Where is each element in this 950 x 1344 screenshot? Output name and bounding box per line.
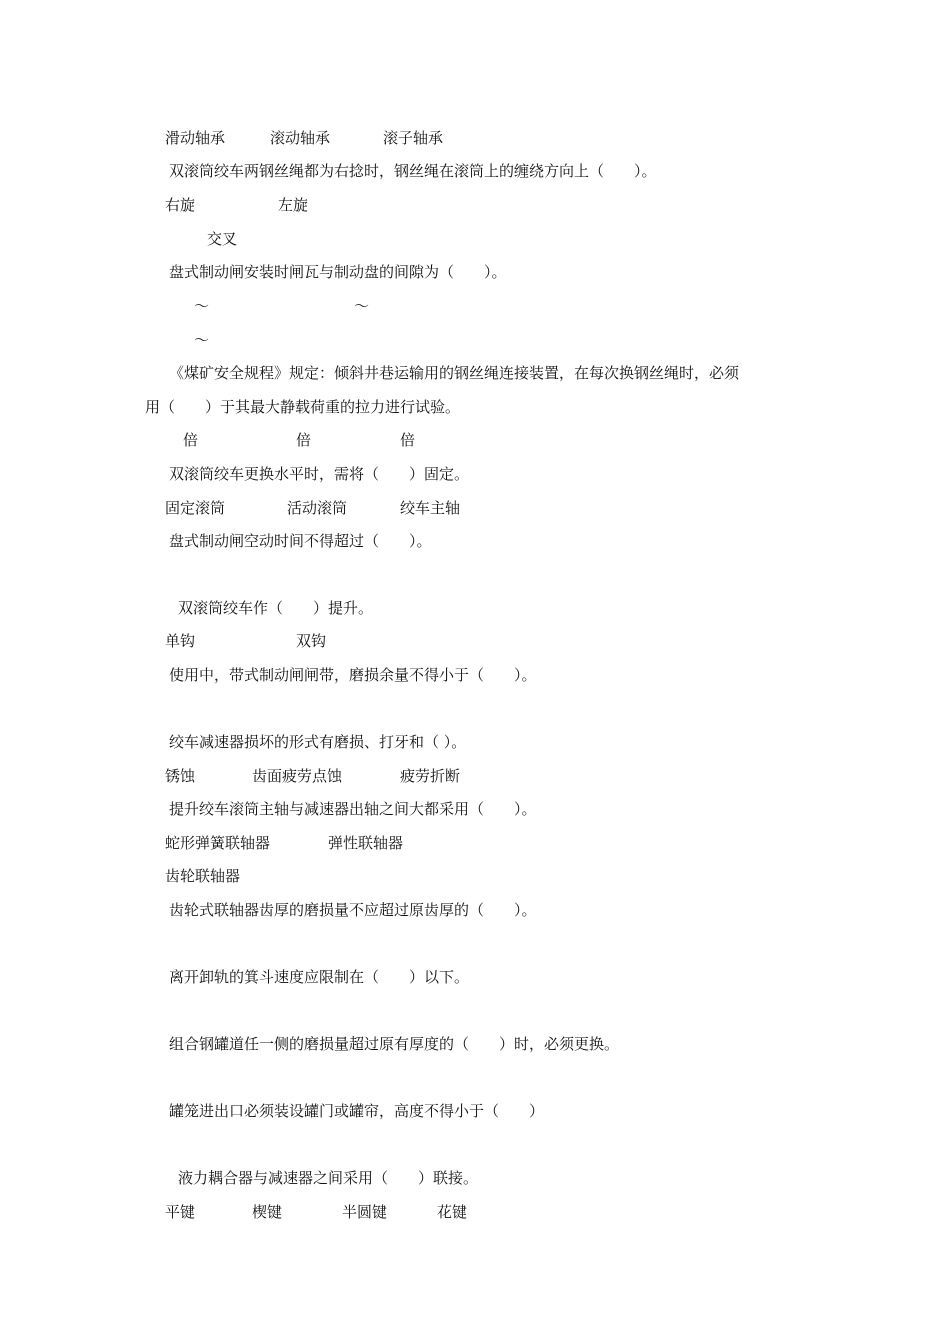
question-text: 双滚筒绞车作（ ）提升。: [178, 599, 374, 617]
option-text: 疲劳折断: [400, 767, 461, 785]
option-text: 滑动轴承: [165, 129, 226, 147]
question-text: 《煤矿安全规程》规定：倾斜井巷运输用的钢丝绳连接装置，在每次换钢丝绳时，必须: [169, 364, 740, 382]
option-text: ～: [194, 331, 210, 349]
question-text: 液力耦合器与减速器之间采用（ ）联接。: [178, 1169, 479, 1187]
option-text: 蛇形弹簧联轴器: [165, 834, 271, 852]
option-text: 平键: [165, 1203, 196, 1221]
option-text: 固定滚筒: [165, 499, 226, 517]
question-text: 绞车减速器损坏的形式有磨损、打牙和（ ）。: [169, 733, 467, 751]
question-text-continued: 用（ ）于其最大静载荷重的拉力进行试验。: [145, 398, 461, 416]
question-text: 齿轮式联轴器齿厚的磨损量不应超过原齿厚的（ ）。: [169, 901, 537, 919]
option-text: ～: [194, 297, 210, 315]
option-text: 楔键: [252, 1203, 283, 1221]
option-text: 齿轮联轴器: [165, 867, 241, 885]
option-text: 活动滚筒: [287, 499, 348, 517]
question-text: 盘式制动闸安装时闸瓦与制动盘的间隙为（ ）。: [169, 263, 507, 281]
option-text: 锈蚀: [165, 767, 196, 785]
question-text: 罐笼进出口必须装设罐门或罐帘，高度不得小于（ ）: [169, 1102, 545, 1120]
question-text: 提升绞车滚筒主轴与减速器出轴之间大都采用（ ）。: [169, 800, 537, 818]
option-text: 弹性联轴器: [328, 834, 404, 852]
option-text: 倍: [183, 431, 199, 449]
option-text: ～: [354, 297, 370, 315]
option-text: 倍: [296, 431, 312, 449]
option-text: 齿面疲劳点蚀: [252, 767, 343, 785]
option-text: 滚动轴承: [270, 129, 331, 147]
option-text: 左旋: [278, 196, 309, 214]
option-text: 右旋: [165, 196, 196, 214]
question-text: 离开卸轨的箕斗速度应限制在（ ）以下。: [169, 968, 470, 986]
question-text: 组合钢罐道任一侧的磨损量超过原有厚度的（ ）时，必须更换。: [169, 1035, 620, 1053]
option-text: 单钩: [165, 632, 196, 650]
option-text: 半圆键: [342, 1203, 388, 1221]
option-text: 倍: [400, 431, 416, 449]
option-text: 双钩: [296, 632, 327, 650]
question-text: 双滚筒绞车更换水平时，需将（ ）固定。: [169, 465, 470, 483]
question-text: 双滚筒绞车两钢丝绳都为右捻时，钢丝绳在滚筒上的缠绕方向上（ ）。: [169, 162, 657, 180]
option-text: 交叉: [207, 230, 238, 248]
option-text: 绞车主轴: [400, 499, 461, 517]
option-text: 花键: [437, 1203, 468, 1221]
question-text: 使用中，带式制动闸闸带，磨损余量不得小于（ ）。: [169, 666, 537, 684]
question-text: 盘式制动闸空动时间不得超过（ ）。: [169, 532, 432, 550]
option-text: 滚子轴承: [383, 129, 444, 147]
